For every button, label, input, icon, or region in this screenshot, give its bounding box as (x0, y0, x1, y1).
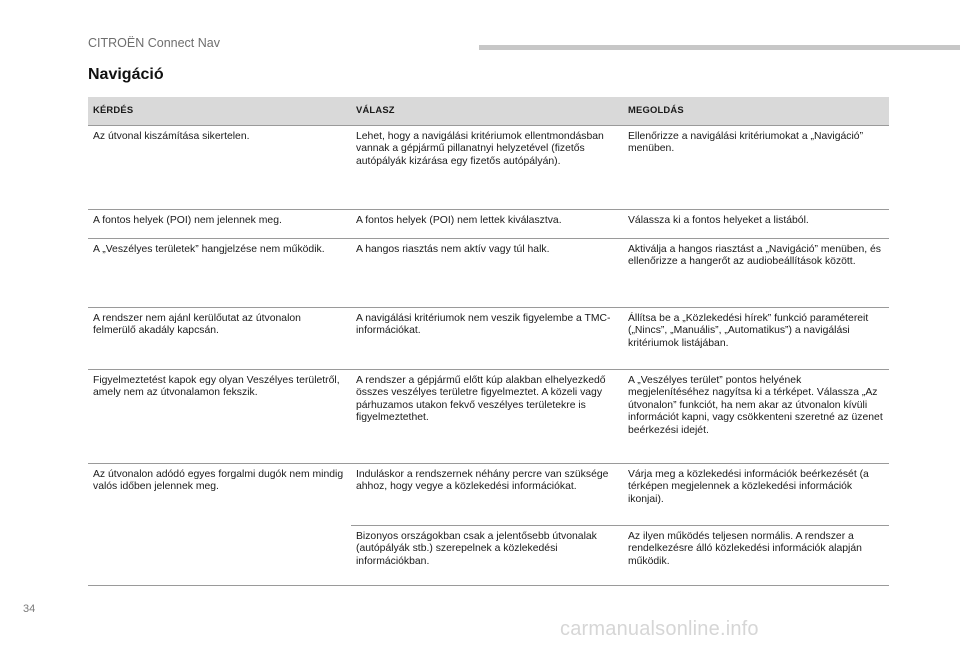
question-cell: Az útvonalon adódó egyes forgalmi dugók nem mindig valós időben jelennek meg. (93, 468, 344, 493)
column-header-question: KÉRDÉS (88, 97, 351, 125)
section-title: Navigáció (88, 66, 164, 83)
question-cell (88, 525, 351, 585)
table-row (88, 463, 889, 525)
question-cell: Figyelmeztetést kapok egy olyan Veszélyes területről, amely nem az útvonalamon fekszik. (88, 369, 351, 463)
table-row (88, 369, 889, 463)
solution-cell: Aktiválja a hangos riasztást a „Navigáció” menüben, és ellenőrizze a hangerőt az audiobeállítások között. (623, 238, 889, 307)
table-row (88, 238, 889, 307)
watermark: carmanualsonline.info (560, 618, 759, 640)
answer-cell: A hangos riasztás nem aktív vagy túl halk. (351, 238, 623, 307)
answer-cell: A rendszer a gépjármű előtt kúp alakban elhelyezkedő összes veszélyes területre figyelmeztet. A közeli vagy párhuzamos utakon fekvő veszélyes területekre is figyelmeztethet. (351, 369, 623, 463)
table-row (88, 209, 889, 238)
answer-cell: A navigálási kritériumok nem veszik figyelembe a TMC-információkat. (351, 307, 623, 369)
table-row (88, 525, 889, 585)
answer-cell: Lehet, hogy a navigálási kritériumok ellentmondásban vannak a gépjármű pillanatnyi helyzetével (fizetős autópályák kizárása egy fizetős autópályán). (351, 125, 623, 209)
table-header-row (88, 97, 889, 125)
answer-cell: A fontos helyek (POI) nem lettek kiválasztva. (351, 209, 623, 238)
solution-cell: A „Veszélyes terület” pontos helyének megjelenítéséhez nagyítsa ki a térképet. Válassza „Az útvonalon” funkciót, ha nem akar az útvonalon kívüli információt kapni, vagy csökkenteni szeretné az üzenet beérkezési idejét. (623, 369, 889, 463)
solution-cell: Ellenőrizze a navigálási kritériumokat a „Navigáció” menüben. (623, 125, 889, 209)
question-cell: A rendszer nem ajánl kerülőutat az útvonalon felmerülő akadály kapcsán. (88, 307, 351, 369)
column-header-solution: MEGOLDÁS (623, 97, 889, 125)
answer-cell: Induláskor a rendszernek néhány percre van szüksége ahhoz, hogy vegye a közlekedési információkat. (351, 463, 623, 525)
table-row (88, 307, 889, 369)
troubleshooting-table (88, 97, 889, 586)
table-row (88, 125, 889, 209)
answer-cell: Bizonyos országokban csak a jelentősebb útvonalak (autópályák stb.) szerepelnek a közlekedési információkban. (351, 525, 623, 585)
solution-cell: Az ilyen működés teljesen normális. A rendszer a rendelkezésre álló közlekedési információk alapján működik. (623, 525, 889, 585)
question-cell: Az útvonal kiszámítása sikertelen. (88, 125, 351, 209)
document-header-title: CITROËN Connect Nav (88, 36, 220, 50)
question-cell: A fontos helyek (POI) nem jelennek meg. (88, 209, 351, 238)
question-cell: A „Veszélyes területek” hangjelzése nem működik. (88, 238, 351, 307)
column-header-answer: VÁLASZ (351, 97, 623, 125)
solution-cell: Állítsa be a „Közlekedési hírek” funkció paramétereit („Nincs”, „Manuális”, „Automatikus”) a navigálási kritériumok listájában. (623, 307, 889, 369)
page-number: 34 (23, 603, 36, 615)
header-divider-bar (479, 45, 960, 50)
solution-cell: Várja meg a közlekedési információk beérkezését (a térképen megjelennek a közlekedési információk ikonjai). (623, 463, 889, 525)
solution-cell: Válassza ki a fontos helyeket a listából. (623, 209, 889, 238)
